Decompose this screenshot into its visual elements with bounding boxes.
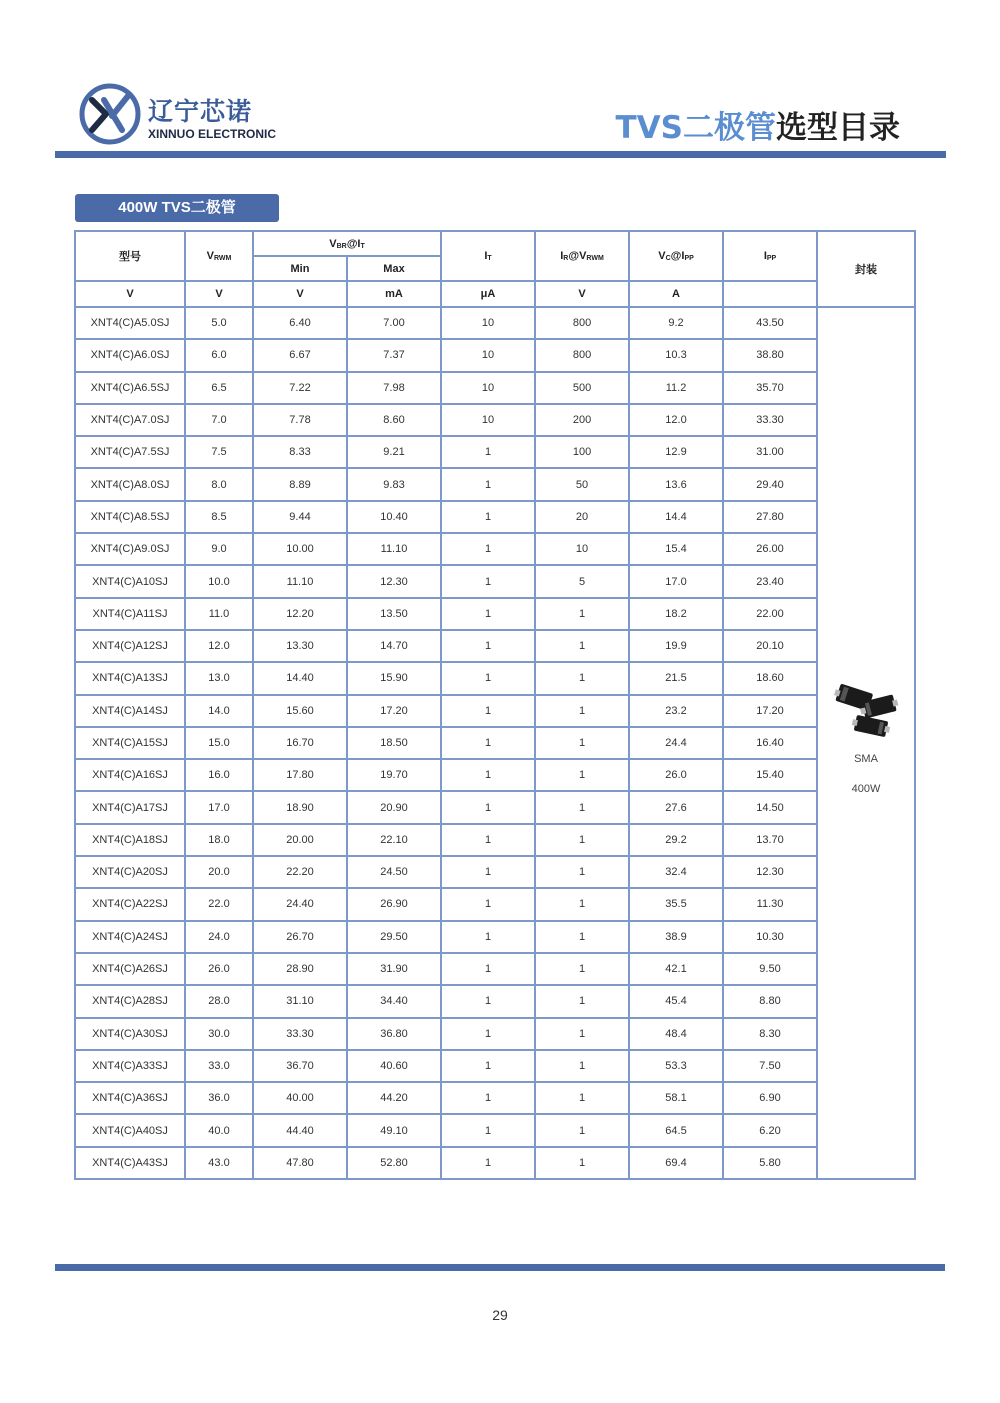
cell-vc: 32.4: [629, 856, 723, 888]
package-name: SMA: [854, 753, 878, 765]
cell-ipp: 17.20: [723, 695, 817, 727]
cell-ipp: 15.40: [723, 759, 817, 791]
cell-model: XNT4(C)A18SJ: [75, 824, 185, 856]
table-row: [75, 404, 915, 436]
table-row: [75, 339, 915, 371]
cell-ir: 10: [535, 533, 629, 565]
cell-model: XNT4(C)A5.0SJ: [75, 307, 185, 339]
cell-model: XNT4(C)A33SJ: [75, 1050, 185, 1082]
cell-ipp: 8.30: [723, 1018, 817, 1050]
table-row: [75, 953, 915, 985]
cell-vbr-min: 17.80: [253, 759, 347, 791]
cell-ipp: 33.30: [723, 404, 817, 436]
cell-vrwm: 8.0: [185, 468, 253, 500]
cell-vbr-min: 24.40: [253, 888, 347, 920]
cell-it: 1: [441, 856, 535, 888]
cell-ir: 1: [535, 1018, 629, 1050]
cell-it: 1: [441, 533, 535, 565]
table-row: [75, 468, 915, 500]
cell-vc: 17.0: [629, 565, 723, 597]
table-row: [75, 662, 915, 694]
cell-vbr-max: 7.00: [347, 307, 441, 339]
cell-vbr-max: 26.90: [347, 888, 441, 920]
cell-model: XNT4(C)A6.0SJ: [75, 339, 185, 371]
table-row: [75, 1050, 915, 1082]
cell-ir: 1: [535, 856, 629, 888]
cell-it: 1: [441, 1082, 535, 1114]
cell-vbr-max: 18.50: [347, 727, 441, 759]
cell-vbr-min: 33.30: [253, 1018, 347, 1050]
cell-it: 1: [441, 468, 535, 500]
cell-vbr-max: 13.50: [347, 598, 441, 630]
cell-it: 1: [441, 598, 535, 630]
table-row: [75, 1114, 915, 1146]
cell-vbr-max: 24.50: [347, 856, 441, 888]
cell-model: XNT4(C)A8.5SJ: [75, 501, 185, 533]
cell-ir: 100: [535, 436, 629, 468]
cell-ipp: 6.90: [723, 1082, 817, 1114]
cell-vrwm: 18.0: [185, 824, 253, 856]
cell-ipp: 16.40: [723, 727, 817, 759]
cell-vrwm: 9.0: [185, 533, 253, 565]
cell-vrwm: 26.0: [185, 953, 253, 985]
cell-vc: 11.2: [629, 372, 723, 404]
logo-english-name: XINNUO ELECTRONIC: [148, 127, 277, 141]
cell-vbr-min: 47.80: [253, 1147, 347, 1179]
table-row: [75, 1147, 915, 1179]
cell-ipp: 43.50: [723, 307, 817, 339]
cell-vbr-min: 6.67: [253, 339, 347, 371]
cell-vbr-min: 14.40: [253, 662, 347, 694]
cell-vrwm: 15.0: [185, 727, 253, 759]
cell-vc: 42.1: [629, 953, 723, 985]
cell-vbr-max: 40.60: [347, 1050, 441, 1082]
cell-ir: 1: [535, 630, 629, 662]
header-vc: $V_C@I_{PP}$: [629, 231, 723, 281]
cell-ipp: 6.20: [723, 1114, 817, 1146]
cell-vbr-max: 17.20: [347, 695, 441, 727]
logo-chinese-name: 辽宁芯诺: [148, 97, 253, 126]
cell-vrwm: 33.0: [185, 1050, 253, 1082]
cell-it: 1: [441, 1114, 535, 1146]
unit-it: mA: [347, 281, 441, 307]
table-row: [75, 888, 915, 920]
table-row: [75, 856, 915, 888]
cell-ir: 1: [535, 1114, 629, 1146]
table-row: [75, 759, 915, 791]
cell-vrwm: 11.0: [185, 598, 253, 630]
cell-vc: 24.4: [629, 727, 723, 759]
cell-ir: 800: [535, 307, 629, 339]
table-row: [75, 501, 915, 533]
cell-vbr-min: 28.90: [253, 953, 347, 985]
table-row: [75, 985, 915, 1017]
cell-vbr-max: 15.90: [347, 662, 441, 694]
cell-it: 10: [441, 372, 535, 404]
cell-vc: 69.4: [629, 1147, 723, 1179]
page-title: [616, 102, 900, 147]
cell-ir: 1: [535, 953, 629, 985]
header-model: 型号: [75, 231, 185, 281]
cell-model: XNT4(C)A40SJ: [75, 1114, 185, 1146]
company-logo: [78, 82, 278, 148]
header-ipp: $I_{PP}$: [723, 231, 817, 281]
package-cell: [817, 307, 915, 1179]
table-row: [75, 372, 915, 404]
cell-vbr-max: 49.10: [347, 1114, 441, 1146]
sma-package-icon: [833, 682, 899, 738]
cell-ipp: 20.10: [723, 630, 817, 662]
cell-vbr-min: 7.78: [253, 404, 347, 436]
cell-vc: 13.6: [629, 468, 723, 500]
cell-it: 10: [441, 404, 535, 436]
cell-vbr-max: 14.70: [347, 630, 441, 662]
table-row: [75, 1082, 915, 1114]
table-row: [75, 921, 915, 953]
cell-ipp: 10.30: [723, 921, 817, 953]
cell-it: 1: [441, 630, 535, 662]
cell-vc: 35.5: [629, 888, 723, 920]
cell-vrwm: 36.0: [185, 1082, 253, 1114]
cell-ir: 5: [535, 565, 629, 597]
cell-vbr-max: 29.50: [347, 921, 441, 953]
cell-ipp: 5.80: [723, 1147, 817, 1179]
cell-vc: 38.9: [629, 921, 723, 953]
cell-vbr-max: 12.30: [347, 565, 441, 597]
cell-vc: 58.1: [629, 1082, 723, 1114]
cell-vbr-max: 9.83: [347, 468, 441, 500]
cell-vrwm: 22.0: [185, 888, 253, 920]
cell-ipp: 38.80: [723, 339, 817, 371]
cell-vc: 12.9: [629, 436, 723, 468]
cell-vc: 29.2: [629, 824, 723, 856]
package-power: 400W: [851, 783, 881, 795]
table-row: [75, 307, 915, 339]
cell-vbr-min: 8.33: [253, 436, 347, 468]
cell-vrwm: 7.5: [185, 436, 253, 468]
cell-model: XNT4(C)A22SJ: [75, 888, 185, 920]
cell-vc: 21.5: [629, 662, 723, 694]
cell-ir: 1: [535, 824, 629, 856]
unit-vc: V: [535, 281, 629, 307]
cell-ir: 1: [535, 1082, 629, 1114]
spec-table-body: [75, 307, 915, 1179]
cell-it: 1: [441, 565, 535, 597]
table-row: [75, 436, 915, 468]
cell-vrwm: 6.5: [185, 372, 253, 404]
section-title: 400W TVS二极管: [75, 194, 279, 222]
cell-vc: 27.6: [629, 791, 723, 823]
cell-ir: 1: [535, 759, 629, 791]
cell-vrwm: 24.0: [185, 921, 253, 953]
cell-vrwm: 7.0: [185, 404, 253, 436]
page-number: 29: [492, 1307, 508, 1323]
cell-vrwm: 6.0: [185, 339, 253, 371]
cell-vrwm: 14.0: [185, 695, 253, 727]
cell-it: 1: [441, 501, 535, 533]
cell-model: XNT4(C)A30SJ: [75, 1018, 185, 1050]
cell-model: XNT4(C)A15SJ: [75, 727, 185, 759]
cell-vrwm: 10.0: [185, 565, 253, 597]
cell-it: 1: [441, 662, 535, 694]
cell-vrwm: 12.0: [185, 630, 253, 662]
cell-model: XNT4(C)A8.0SJ: [75, 468, 185, 500]
cell-ir: 20: [535, 501, 629, 533]
table-row: [75, 824, 915, 856]
cell-vbr-min: 9.44: [253, 501, 347, 533]
cell-model: XNT4(C)A28SJ: [75, 985, 185, 1017]
cell-vbr-max: 11.10: [347, 533, 441, 565]
cell-model: XNT4(C)A20SJ: [75, 856, 185, 888]
cell-vbr-min: 31.10: [253, 985, 347, 1017]
cell-vbr-max: 7.37: [347, 339, 441, 371]
cell-ir: 500: [535, 372, 629, 404]
cell-vbr-max: 22.10: [347, 824, 441, 856]
cell-vc: 14.4: [629, 501, 723, 533]
cell-model: XNT4(C)A9.0SJ: [75, 533, 185, 565]
cell-model: XNT4(C)A12SJ: [75, 630, 185, 662]
table-row: [75, 533, 915, 565]
cell-ir: 1: [535, 695, 629, 727]
cell-vbr-min: 6.40: [253, 307, 347, 339]
header-vrwm: $V_{RWM}$: [185, 231, 253, 281]
cell-ipp: 26.00: [723, 533, 817, 565]
cell-vbr-max: 8.60: [347, 404, 441, 436]
unit-ir: μA: [441, 281, 535, 307]
cell-vbr-max: 9.21: [347, 436, 441, 468]
table-row: [75, 791, 915, 823]
cell-ir: 1: [535, 598, 629, 630]
cell-it: 10: [441, 307, 535, 339]
cell-vbr-max: 7.98: [347, 372, 441, 404]
cell-vbr-max: 44.20: [347, 1082, 441, 1114]
cell-vbr-min: 13.30: [253, 630, 347, 662]
cell-vc: 18.2: [629, 598, 723, 630]
cell-vbr-min: 15.60: [253, 695, 347, 727]
cell-ir: 1: [535, 1147, 629, 1179]
cell-ir: 1: [535, 662, 629, 694]
cell-vc: 45.4: [629, 985, 723, 1017]
footer-divider: [55, 1264, 945, 1271]
cell-vbr-max: 20.90: [347, 791, 441, 823]
cell-vrwm: 8.5: [185, 501, 253, 533]
cell-vbr-min: 8.89: [253, 468, 347, 500]
cell-ipp: 12.30: [723, 856, 817, 888]
cell-ipp: 23.40: [723, 565, 817, 597]
cell-it: 1: [441, 791, 535, 823]
cell-ipp: 8.80: [723, 985, 817, 1017]
cell-model: XNT4(C)A7.5SJ: [75, 436, 185, 468]
cell-it: 1: [441, 985, 535, 1017]
cell-ipp: 14.50: [723, 791, 817, 823]
cell-ir: 50: [535, 468, 629, 500]
cell-vrwm: 30.0: [185, 1018, 253, 1050]
cell-vc: 9.2: [629, 307, 723, 339]
cell-it: 1: [441, 888, 535, 920]
cell-vbr-min: 18.90: [253, 791, 347, 823]
cell-vrwm: 17.0: [185, 791, 253, 823]
cell-model: XNT4(C)A11SJ: [75, 598, 185, 630]
cell-model: XNT4(C)A26SJ: [75, 953, 185, 985]
cell-vbr-max: 52.80: [347, 1147, 441, 1179]
cell-vc: 10.3: [629, 339, 723, 371]
cell-model: XNT4(C)A16SJ: [75, 759, 185, 791]
cell-ir: 1: [535, 727, 629, 759]
cell-it: 1: [441, 436, 535, 468]
cell-vbr-min: 10.00: [253, 533, 347, 565]
cell-ipp: 11.30: [723, 888, 817, 920]
cell-vbr-min: 44.40: [253, 1114, 347, 1146]
header-max: Max: [347, 256, 441, 281]
spec-table: [74, 230, 916, 1180]
cell-model: XNT4(C)A14SJ: [75, 695, 185, 727]
header-vbr: $V_{BR}@I_T$: [253, 231, 441, 256]
cell-vc: 15.4: [629, 533, 723, 565]
cell-vbr-max: 19.70: [347, 759, 441, 791]
cell-it: 1: [441, 824, 535, 856]
cell-ir: 1: [535, 921, 629, 953]
cell-it: 1: [441, 695, 535, 727]
table-row: [75, 695, 915, 727]
table-row: [75, 727, 915, 759]
cell-model: XNT4(C)A6.5SJ: [75, 372, 185, 404]
cell-ipp: 22.00: [723, 598, 817, 630]
cell-vbr-min: 11.10: [253, 565, 347, 597]
unit-min: V: [185, 281, 253, 307]
cell-vc: 53.3: [629, 1050, 723, 1082]
cell-vbr-min: 16.70: [253, 727, 347, 759]
cell-vbr-max: 31.90: [347, 953, 441, 985]
unit-max: V: [253, 281, 347, 307]
cell-ipp: 29.40: [723, 468, 817, 500]
cell-ir: 1: [535, 1050, 629, 1082]
cell-vrwm: 16.0: [185, 759, 253, 791]
cell-vrwm: 20.0: [185, 856, 253, 888]
table-row: [75, 630, 915, 662]
cell-it: 1: [441, 1147, 535, 1179]
cell-it: 1: [441, 1050, 535, 1082]
cell-vc: 19.9: [629, 630, 723, 662]
cell-ipp: 35.70: [723, 372, 817, 404]
cell-it: 1: [441, 953, 535, 985]
unit-ipp: A: [629, 281, 723, 307]
cell-ir: 800: [535, 339, 629, 371]
cell-it: 1: [441, 921, 535, 953]
cell-vbr-min: 7.22: [253, 372, 347, 404]
header-it: $I_T$: [441, 231, 535, 281]
page-title-part2: 选型目录: [776, 110, 900, 146]
table-row: [75, 565, 915, 597]
cell-ipp: 31.00: [723, 436, 817, 468]
cell-vc: 48.4: [629, 1018, 723, 1050]
cell-vrwm: 40.0: [185, 1114, 253, 1146]
cell-model: XNT4(C)A24SJ: [75, 921, 185, 953]
cell-ipp: 18.60: [723, 662, 817, 694]
cell-vbr-min: 20.00: [253, 824, 347, 856]
cell-it: 1: [441, 1018, 535, 1050]
logo-mark-icon: [78, 82, 142, 146]
cell-vrwm: 5.0: [185, 307, 253, 339]
cell-vrwm: 13.0: [185, 662, 253, 694]
cell-vbr-max: 10.40: [347, 501, 441, 533]
cell-vc: 23.2: [629, 695, 723, 727]
table-row: [75, 1018, 915, 1050]
cell-vbr-min: 12.20: [253, 598, 347, 630]
cell-ir: 200: [535, 404, 629, 436]
header-package: 封装: [817, 231, 915, 307]
cell-ir: 1: [535, 985, 629, 1017]
cell-model: XNT4(C)A43SJ: [75, 1147, 185, 1179]
cell-it: 1: [441, 727, 535, 759]
cell-vbr-min: 40.00: [253, 1082, 347, 1114]
header-ir: $I_R@V_{RWM}$: [535, 231, 629, 281]
cell-vbr-max: 34.40: [347, 985, 441, 1017]
cell-ipp: 27.80: [723, 501, 817, 533]
cell-it: 1: [441, 759, 535, 791]
cell-vbr-min: 22.20: [253, 856, 347, 888]
cell-vc: 64.5: [629, 1114, 723, 1146]
cell-vbr-max: 36.80: [347, 1018, 441, 1050]
header-min: Min: [253, 256, 347, 281]
cell-model: XNT4(C)A36SJ: [75, 1082, 185, 1114]
page-title-part1: TVS二极管: [615, 110, 776, 146]
cell-ipp: 7.50: [723, 1050, 817, 1082]
unit-vrwm: V: [75, 281, 185, 307]
cell-vc: 26.0: [629, 759, 723, 791]
cell-ipp: 13.70: [723, 824, 817, 856]
cell-model: XNT4(C)A7.0SJ: [75, 404, 185, 436]
cell-model: XNT4(C)A10SJ: [75, 565, 185, 597]
cell-vbr-min: 26.70: [253, 921, 347, 953]
cell-model: XNT4(C)A17SJ: [75, 791, 185, 823]
cell-ipp: 9.50: [723, 953, 817, 985]
cell-vbr-min: 36.70: [253, 1050, 347, 1082]
table-row: [75, 598, 915, 630]
cell-vrwm: 43.0: [185, 1147, 253, 1179]
cell-vc: 12.0: [629, 404, 723, 436]
cell-model: XNT4(C)A13SJ: [75, 662, 185, 694]
header-divider: [55, 151, 946, 158]
cell-it: 10: [441, 339, 535, 371]
cell-ir: 1: [535, 888, 629, 920]
cell-ir: 1: [535, 791, 629, 823]
cell-vrwm: 28.0: [185, 985, 253, 1017]
